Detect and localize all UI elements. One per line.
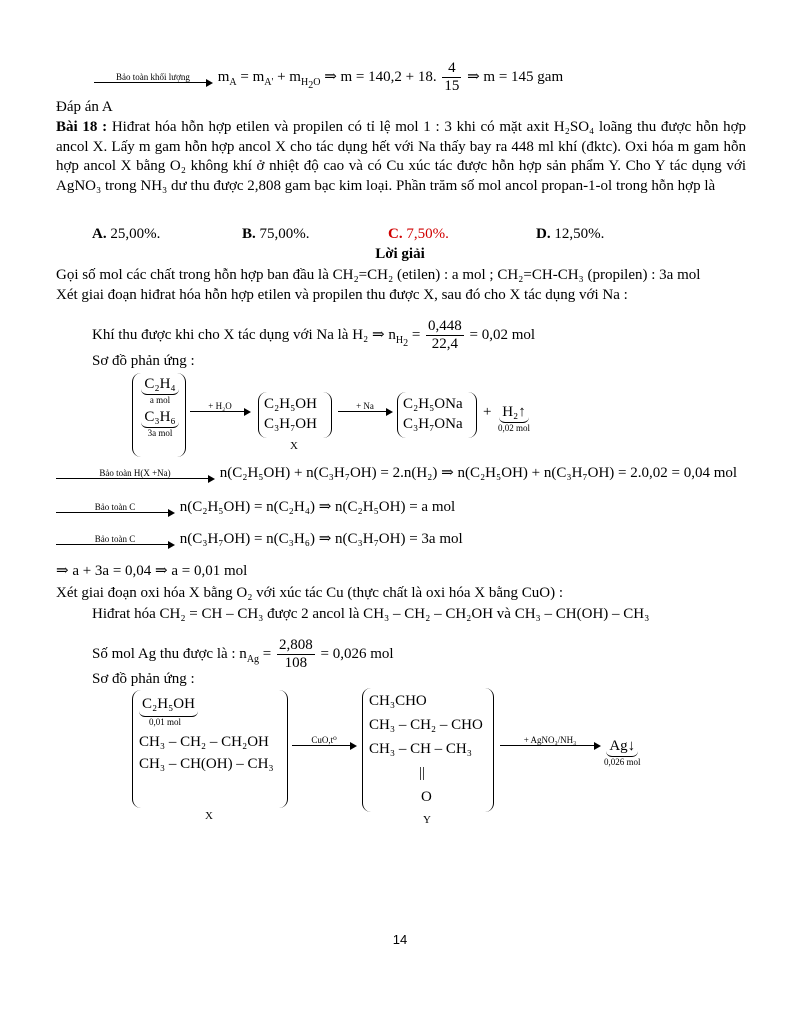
scheme2-label: Sơ đồ phản ứng : <box>92 671 195 687</box>
na-arrow: + Na <box>338 401 392 412</box>
solution-p1: Gọi số mol các chất trong hỗn hợp ban đầu là CH₂=CH₂ (etilen) : a mol ; CH₂=CH-CH₃ (propilen) : 3a mol <box>56 267 701 283</box>
solution-p2: Xét giai đoạn hiđrat hóa hỗn hợp etilen và propilen thu được X, sau đó cho X tác dụng với Na : <box>56 287 628 303</box>
equation-c2: Bảo toàn C n(C₃H₇OH) = n(C₃H₆) ⇒ n(C₃H₇OH) = 3a mol <box>56 530 463 548</box>
answer-line: Đáp án A <box>56 99 113 115</box>
solution-p6: Số mol Ag thu được là : $n_{Ag}$ = $\frac{2,808}{108}$ = 0,026 mol <box>92 637 394 671</box>
problem-title: Bài 18 : <box>56 119 108 135</box>
solution-p5: Hiđrat hóa CH₂ = CH – CH₃ được 2 ancol là CH₃ – CH₂ – CH₂OH và CH₃ – CH(OH) – CH₃ <box>92 606 650 622</box>
top-equation: Bảo toàn khối lượng $m_A = m_{A'} + m_{H_2O}$ ⇒ m = 140,2 + 18. $\frac{4}{15}$ ⇒ m = 145 gam <box>94 60 563 95</box>
fraction: $\frac{0,448}{22,4}$ <box>428 318 462 352</box>
fraction: $\frac{2,808}{108}$ <box>279 637 313 671</box>
solution-p4: Xét giai đoạn oxi hóa X bằng O₂ với xúc tác Cu (thực chất là oxi hóa X bằng CuO) : <box>56 585 564 601</box>
option-b[interactable]: B. 75,00%. <box>242 226 310 242</box>
option-d[interactable]: D. 12,50%. <box>536 226 605 242</box>
problem-text <box>56 118 746 196</box>
option-c[interactable]: C. 7,50%. <box>388 226 449 242</box>
fraction: $\frac{4}{15}$ <box>444 60 460 94</box>
page-number: 14 <box>392 932 408 947</box>
equation-h: Bảo toàn H(X +Na) n(C₂H₅OH) + n(C₃H₇OH) = 2.n(H₂) ⇒ n(C₂H₅OH) + n(C₃H₇OH) = 2.0,02 = 0,04 mol <box>56 464 737 482</box>
cuo-arrow: CuO,t⁰ <box>292 735 356 746</box>
conservation-arrow: Bảo toàn khối lượng <box>94 72 212 83</box>
option-a[interactable]: A. 25,00%. <box>92 226 161 242</box>
equation-a: ⇒ a + 3a = 0,04 ⇒ a = 0,01 mol <box>56 563 248 579</box>
solution-heading: Lời giải <box>375 246 425 262</box>
scheme1-label: Sơ đồ phản ứng : <box>92 353 195 369</box>
solution-p3: Khí thu được khi cho X tác dụng với Na là H₂ ⇒ $n_{H_2}$ = $\frac{0,448}{22,4}$ = 0,02 mol <box>92 318 536 352</box>
h2o-arrow: + H₂O <box>190 401 250 412</box>
equation-c1: Bảo toàn C n(C₂H₅OH) = n(C₂H₄) ⇒ n(C₂H₅OH) = a mol <box>56 498 455 516</box>
agno3-arrow: + AgNO₃/NH₃ <box>500 735 600 746</box>
problem-body: Hiđrat hóa hỗn hợp etilen và propilen có tỉ lệ mol 1 : 3 khi có mặt axit H₂SO₄ loãng thu được hỗn hợp ancol X. Lấy m gam hỗn hợp ancol X cho tác dụng hết với Na thấy bay ra 448 ml khí (đktc). Oxi hóa m gam hỗn hợp ancol X bằng O₂ không khí ở nhiệt độ cao và có Cu xúc tác được hỗn hợp sản phẩm Y. Cho Y tác dụng với AgNO₃ trong NH₃ dư thu được 2,808 gam bạc kim loại. Phần trăm số mol ancol propan-1-ol trong hỗn hợp là <box>56 119 747 194</box>
